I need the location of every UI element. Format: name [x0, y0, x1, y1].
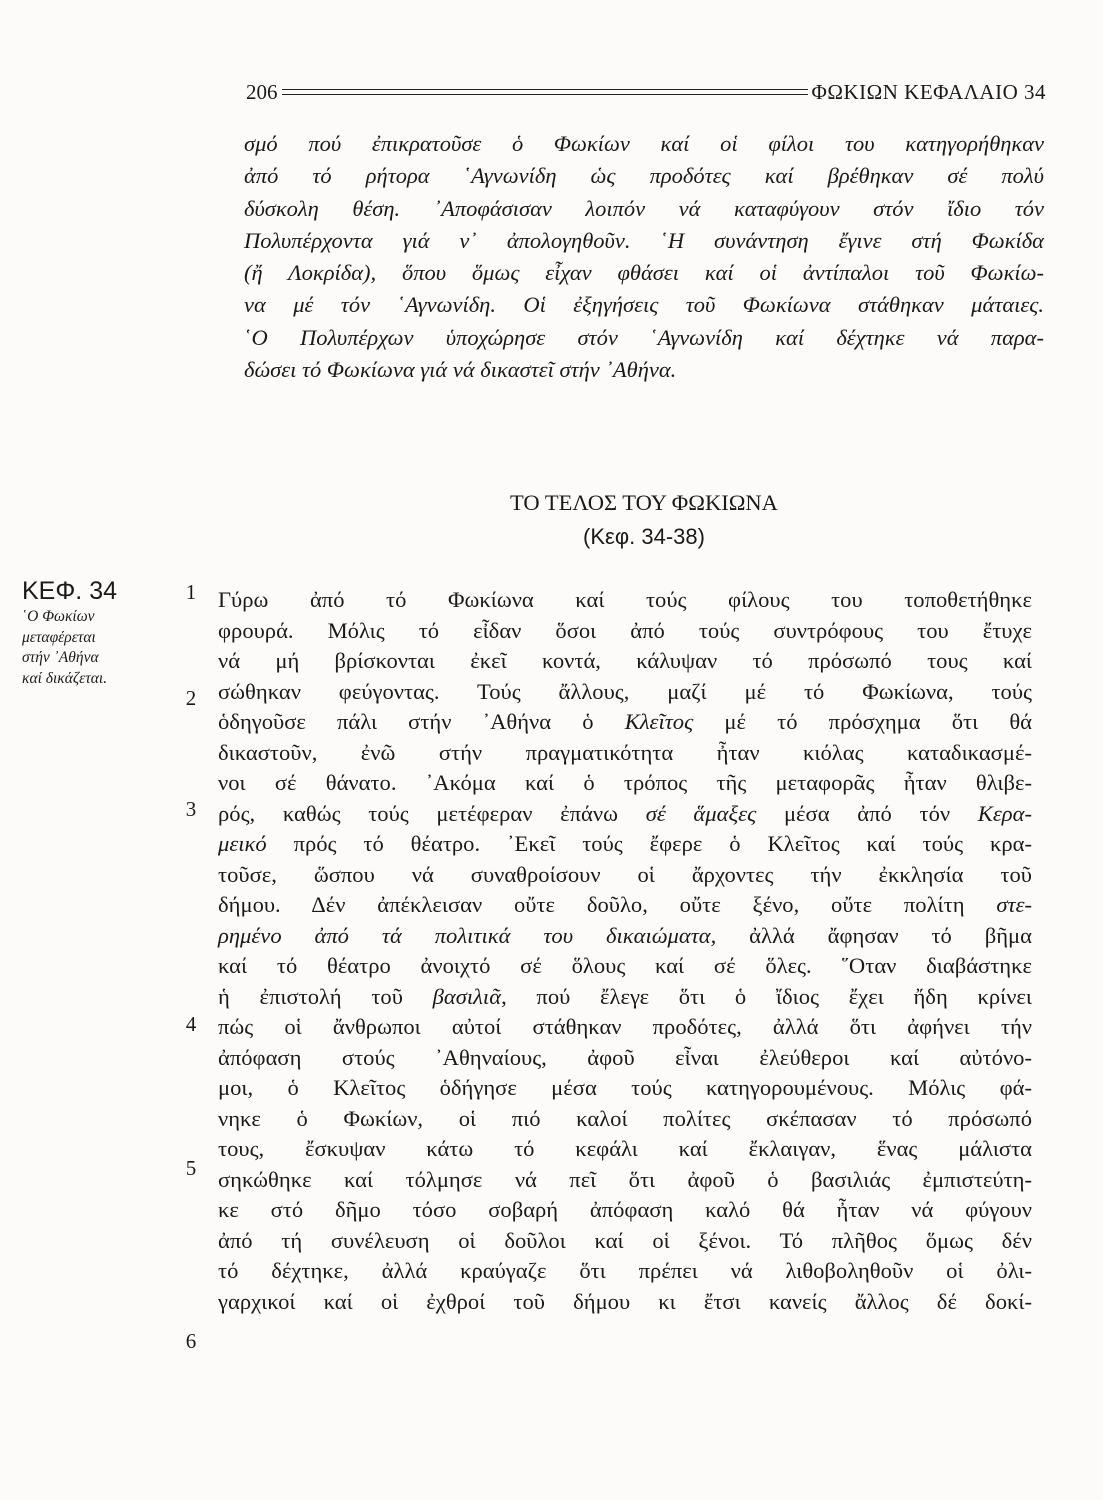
margin-note-line: στήν ᾿Αθήνα — [22, 649, 99, 666]
text-run: μέ τό πρόσχημα ὅτι θά — [693, 709, 1032, 734]
italic-term: Κλεῖτος — [624, 709, 694, 734]
text-run: νά μή βρίσκονται ἐκεῖ κοντά, κάλυψαν τό πρόσωπό τους καί — [218, 648, 1032, 673]
text-run: ρός, καθώς τούς μετέφεραν ἐπάνω — [218, 800, 646, 826]
verse-number: 5 — [185, 1156, 197, 1180]
verse-number: 3 — [185, 797, 197, 821]
text-run: ἀπό τή συνέλευση οἱ δοῦλοι καί οἱ ξένοι. Τό πλῆθος ὅμως δέν — [218, 1227, 1032, 1253]
text-line — [218, 1256, 1032, 1287]
margin-chapter-label: ΚΕΦ. 34 — [22, 577, 117, 605]
text-line — [218, 1073, 1032, 1104]
italic-term: βασιλιᾶ — [432, 983, 502, 1009]
text-run: , πού ἔλεγε ὅτι ὁ ἴδιος ἔχει ἤδη κρίνει — [501, 983, 1032, 1009]
text-run: ἀπόφαση στούς ᾿Αθηναίους, ἀφοῦ εἶναι ἐλεύθεροι καί αὐτόνο- — [218, 1044, 1032, 1070]
text-run: ἀλλά ἄφησαν τό βῆμα — [716, 922, 1032, 948]
text-line — [218, 585, 1032, 616]
text-run: νηκε ὁ Φωκίων, οἱ πιό καλοί πολίτες σκέπασαν τό πρόσωπό — [218, 1105, 1032, 1131]
text-line — [218, 921, 1032, 952]
margin-note-line: καί δικάζεται. — [22, 669, 108, 687]
text-run: πώς οἱ ἄνθρωποι αὐτοί στάθηκαν προδότες, ἀλλά ὅτι ἀφήνει τήν — [218, 1014, 1032, 1039]
text-line — [218, 1195, 1032, 1226]
text-run: καί τό θέατρο ἀνοιχτό σέ ὅλους καί σέ ὅλες. ῞Οταν διαβάστηκε — [218, 953, 1032, 978]
text-run: τό δέχτηκε, ἀλλά κραύγαζε ὅτι πρέπει νά λιθοβοληθοῦν οἱ ὀλι- — [218, 1258, 1032, 1283]
page-number: 206 — [246, 79, 278, 104]
italic-term: ρημένο ἀπό τά πολιτικά του δικαιώματα, — [218, 922, 717, 948]
text-line — [218, 951, 1032, 982]
running-header — [246, 72, 1046, 112]
intro-line: Πολυπέρχοντα γιά ν᾿ ἀπολογηθοῦν. ῾Η συνάντηση ἔγινε στή Φωκίδα — [244, 227, 1044, 253]
text-run: μοι, ὁ Κλεῖτος ὁδήγησε μέσα τούς κατηγορουμένους. Μόλις φά- — [218, 1075, 1032, 1100]
italic-term: στε- — [996, 892, 1032, 917]
text-line — [218, 677, 1032, 708]
text-line — [218, 1043, 1032, 1074]
main-text — [218, 585, 1032, 1317]
intro-line: δύσκολη θέση. ᾿Αποφάσισαν λοιπόν νά καταφύγουν στόν ἴδιο τόν — [244, 195, 1044, 221]
text-run: μέσα ἀπό τόν — [756, 800, 978, 826]
text-line — [218, 738, 1032, 769]
text-line — [218, 768, 1032, 799]
verse-number: 1 — [185, 580, 197, 604]
text-run: κε στό δῆμο τόσο σοβαρή ἀπόφαση καλό θά ἦταν νά φύγουν — [218, 1197, 1032, 1222]
text-run: τους, ἔσκυψαν κάτω τό κεφάλι καί ἔκλαιγαν, ἕνας μάλιστα — [218, 1136, 1032, 1161]
text-line — [218, 829, 1032, 860]
verse-number: 4 — [185, 1012, 197, 1036]
text-line — [218, 982, 1032, 1013]
text-run: σηκώθηκε καί τόλμησε νά πεῖ ὅτι ἀφοῦ ὁ βασιλιάς ἐμπιστεύτη- — [218, 1166, 1032, 1192]
running-head-title: ΦΩΚΙΩΝ ΚΕΦΑΛΑΙΟ 34 — [811, 79, 1046, 104]
header-double-rule — [282, 89, 808, 95]
italic-term: Κερα- — [977, 800, 1032, 826]
intro-line: ῾Ο Πολυπέρχων ὑποχώρησε στόν ῾Αγνωνίδη καί δέχτηκε νά παρα- — [244, 324, 1044, 350]
text-run: ἡ ἐπιστολή τοῦ — [218, 983, 433, 1009]
intro-paragraph — [244, 128, 1044, 386]
text-run: Γύρω ἀπό τό Φωκίωνα καί τούς φίλους του τοποθετήθηκε — [218, 587, 1032, 612]
text-line — [218, 1134, 1032, 1165]
text-run: ὁδηγοῦσε πάλι στήν ᾿Αθήνα ὁ — [218, 709, 625, 734]
verse-number: 6 — [185, 1329, 197, 1353]
text-line — [218, 890, 1032, 921]
verse-number: 2 — [185, 686, 197, 710]
text-line — [218, 1287, 1032, 1318]
text-line — [218, 799, 1032, 830]
italic-term: σέ ἅμαξες — [645, 800, 757, 826]
text-line — [218, 1165, 1032, 1196]
text-line — [218, 646, 1032, 677]
margin-note — [22, 575, 172, 689]
section-subtitle: (Κεφ. 34-38) — [583, 524, 705, 549]
text-line — [218, 1226, 1032, 1257]
intro-line: σμό πού ἐπικρατοῦσε ὁ Φωκίων καί οἱ φίλοι του κατηγορήθηκαν — [244, 131, 1044, 156]
section-title: ΤΟ ΤΕΛΟΣ ΤΟΥ ΦΩΚΙΩΝΑ — [510, 490, 778, 515]
margin-note-line: ῾Ο Φωκίων — [22, 608, 95, 625]
text-line — [218, 1104, 1032, 1135]
text-run: σώθηκαν φεύγοντας. Τούς ἄλλους, μαζί μέ τό Φωκίωνα, τούς — [218, 678, 1032, 704]
text-run: δήμου. Δέν ἀπέκλεισαν οὔτε δοῦλο, οὔτε ξένο, οὔτε πολίτη — [218, 892, 997, 917]
intro-line: δώσει τό Φωκίωνα γιά νά δικαστεῖ στήν ᾿Αθήνα. — [244, 357, 677, 383]
text-line — [218, 1012, 1032, 1043]
intro-line: (ἤ Λοκρίδα), ὅπου ὅμως εἶχαν φθάσει καί οἱ ἀντίπαλοι τοῦ Φωκίω- — [244, 260, 1044, 286]
text-run: φρουρά. Μόλις τό εἶδαν ὅσοι ἀπό τούς συντρόφους του ἔτυχε — [218, 617, 1032, 643]
text-line — [218, 860, 1032, 891]
margin-note-line: μεταφέρεται — [22, 628, 96, 646]
text-run: τοῦσε, ὥσπου νά συναθροίσουν οἱ ἄρχοντες τήν ἐκκλησία τοῦ — [218, 861, 1032, 887]
intro-line: να μέ τόν ῾Αγνωνίδη. Οἱ ἐξηγήσεις τοῦ Φωκίωνα στάθηκαν μάταιες. — [244, 292, 1044, 318]
text-run: δικαστοῦν, ἐνῶ στήν πραγματικότητα ἦταν κιόλας καταδικασμέ- — [218, 739, 1032, 765]
text-run: νοι σέ θάνατο. ᾿Ακόμα καί ὁ τρόπος τῆς μεταφορᾶς ἦταν θλιβε- — [218, 770, 1032, 795]
text-line — [218, 616, 1032, 647]
text-line — [218, 707, 1032, 738]
text-run: πρός τό θέατρο. ᾿Εκεῖ τούς ἔφερε ὁ Κλεῖτος καί τούς κρα- — [266, 831, 1032, 856]
intro-line: ἀπό τό ρήτορα ῾Αγνωνίδη ὡς προδότες καί βρέθηκαν σέ πολύ — [244, 163, 1044, 189]
text-run: γαρχικοί καί οἱ ἐχθροί τοῦ δήμου κι ἔτσι κανείς ἄλλος δέ δοκί- — [218, 1288, 1032, 1314]
italic-term: μεικό — [218, 831, 267, 856]
